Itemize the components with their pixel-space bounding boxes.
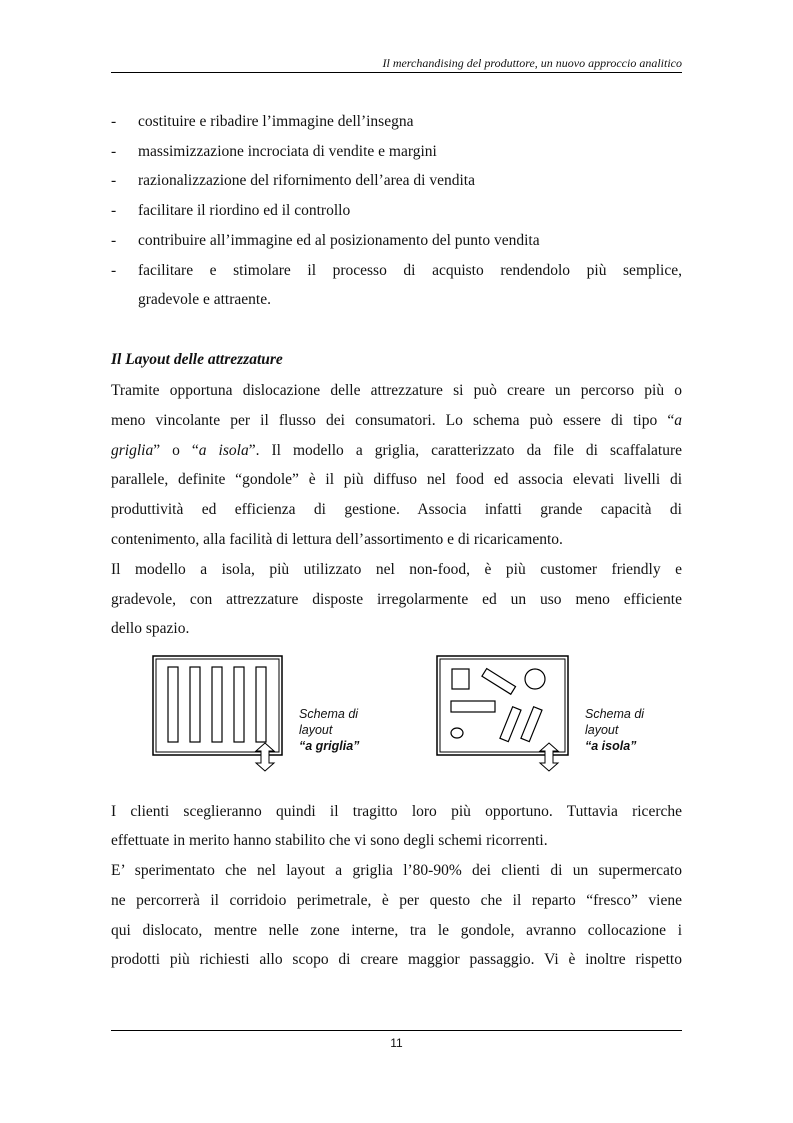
gondola-shelf [190, 667, 200, 742]
paragraph-line: Tramite opportuna dislocazione delle attrezzature si può creare un percorso più o [111, 382, 682, 399]
header-rule [111, 72, 682, 73]
paragraph-line: effettuate in merito hanno stabilito che vi sono degli schemi ricorrenti. [111, 832, 548, 849]
paragraph-line: dello spazio. [111, 620, 190, 637]
gondola-shelf [168, 667, 178, 742]
bullet-text: gradevole e attraente. [138, 291, 271, 308]
bullet-item [111, 137, 682, 167]
caption-line: “a isola” [585, 739, 637, 753]
bullet-dash: - [111, 202, 117, 219]
bullet-text: costituire e ribadire l’immagine dell’insegna [138, 113, 414, 130]
gondola-shelf [234, 667, 244, 742]
italic-run: a isola [198, 442, 249, 459]
caption-line: layout [585, 723, 619, 737]
gondola-shelf [256, 667, 266, 742]
grid-layout-diagram [152, 655, 284, 775]
footer-rule [111, 1030, 682, 1031]
square-fixture [452, 669, 469, 689]
paragraph-line: Il modello a isola, più utilizzato nel non-food, è più customer friendly e [111, 561, 682, 578]
counter-fixture [451, 701, 495, 712]
paragraph-line: gradevole, con attrezzature disposte irregolarmente ed un uso meno efficiente [111, 591, 682, 608]
gondola-shelf [212, 667, 222, 742]
caption-line: Schema di [585, 707, 645, 721]
bullet-dash: - [111, 172, 117, 189]
paragraph-line: contenimento, alla facilità di lettura dell’assortimento e di ricaricamento. [111, 531, 563, 548]
bullet-text: razionalizzazione del rifornimento dell’area di vendita [138, 172, 475, 189]
paragraph-line [111, 406, 682, 436]
bullet-item [111, 107, 682, 137]
bullet-text: contribuire all’immagine ed al posizionamento del punto vendita [138, 232, 540, 249]
paragraph-line: prodotti più richiesti allo scopo di creare maggior passaggio. Vi è inoltre rispetto [111, 951, 682, 968]
island-layout-caption [585, 706, 644, 754]
text-run: meno vincolante per il flusso dei consumatori. Lo schema può essere di tipo “ [111, 412, 675, 429]
bullet-text: massimizzazione incrociata di vendite e margini [138, 143, 437, 160]
paragraph-line [111, 436, 682, 466]
small-round-fixture [451, 728, 463, 738]
paragraph-line: I clienti sceglieranno quindi il tragitto loro più opportuno. Tuttavia ricerche [111, 803, 682, 820]
bullet-item [111, 196, 682, 226]
text-run: ”. Il modello a griglia, caratterizzato da file di scaffalature [248, 442, 683, 459]
bullet-item [111, 256, 682, 286]
round-fixture [525, 669, 545, 689]
bullet-continuation [111, 285, 682, 315]
caption-line: layout [299, 723, 333, 737]
paragraph-line: E’ sperimentato che nel layout a griglia l’80-90% dei clienti di un supermercato [111, 862, 682, 879]
bullet-text: facilitare il riordino ed il controllo [138, 202, 351, 219]
italic-run: a [674, 412, 682, 429]
bullet-dash: - [111, 113, 117, 130]
italic-run: griglia [111, 442, 154, 459]
running-header: Il merchandising del produttore, un nuovo approccio analitico [382, 56, 682, 70]
bullet-text: facilitare e stimolare il processo di acquisto rendendolo più semplice, [138, 262, 682, 279]
paragraph-line: produttività ed efficienza di gestione. Associa infatti grande capacità di [111, 501, 682, 518]
bullet-dash: - [111, 262, 117, 279]
page-number: 11 [390, 1036, 403, 1050]
paragraph-line: parallele, definite “gondole” è il più diffuso nel food ed associa elevati livelli di [111, 471, 682, 488]
caption-line: Schema di [299, 707, 359, 721]
section-heading: Il Layout delle attrezzature [111, 351, 283, 368]
paragraph-line: ne percorrerà il corridoio perimetrale, è per questo che il reparto “fresco” viene [111, 892, 682, 909]
bullet-dash: - [111, 232, 117, 249]
caption-line: “a griglia” [299, 739, 360, 753]
grid-layout-caption [299, 706, 359, 754]
island-layout-diagram [436, 655, 570, 775]
bullet-item [111, 166, 682, 196]
bullet-item [111, 226, 682, 256]
paragraph-line: qui dislocato, mentre nelle zone interne, tra le gondole, avranno collocazione i [111, 922, 682, 939]
text-run: ” o “ [153, 442, 199, 459]
bullet-dash: - [111, 143, 117, 160]
